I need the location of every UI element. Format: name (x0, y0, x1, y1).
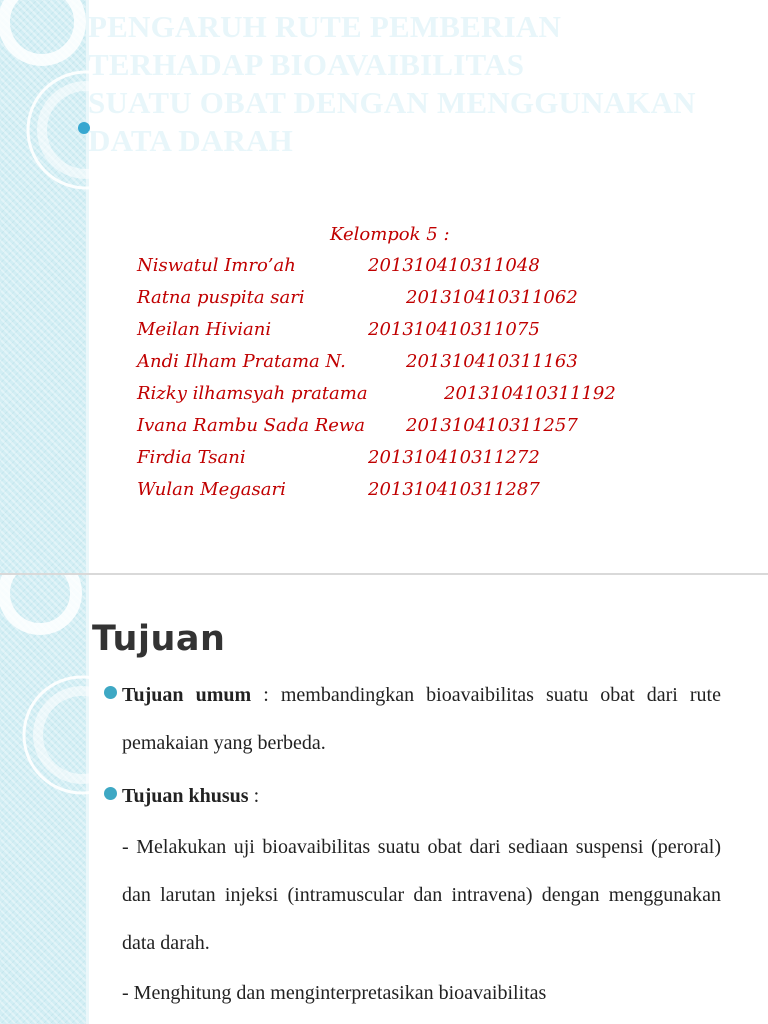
member-nim: 201310410311075 (368, 319, 540, 340)
title-line: DATA DARAH (88, 123, 293, 158)
label-separator: : (248, 785, 260, 807)
member-nim: 201310410311192 (444, 383, 616, 404)
bullet-dot-icon (104, 787, 117, 800)
section-heading: Tujuan (92, 619, 226, 659)
objectives-slide (0, 575, 768, 1024)
general-objective-text: membandingkan bioavaibilitas suatu obat dari rute pemakaian yang berbeda. (122, 684, 721, 754)
member-nim: 201310410311062 (406, 287, 578, 308)
title-line: SUATU OBAT DENGAN MENGGUNAKAN (88, 85, 696, 120)
member-nim: 201310410311287 (368, 479, 540, 500)
specific-objective-item: - Melakukan uji bioavaibilitas suatu obat dari sediaan suspensi (peroral) dan larutan injeksi (intramuscular dan intravena) dengan menggunakan data darah. (122, 836, 721, 954)
member-nim: 201310410311272 (368, 447, 540, 468)
label-separator: : (251, 684, 281, 706)
member-name: Firdia Tsani (137, 447, 246, 468)
title-line: TERHADAP BIOAVAIBILITAS (88, 47, 525, 82)
general-objective (122, 671, 721, 767)
member-name: Andi Ilham Pratama N. (137, 351, 346, 372)
member-nim: 201310410311257 (406, 415, 578, 436)
member-nim: 201310410311163 (406, 351, 578, 372)
specific-objective-heading (122, 772, 721, 820)
member-name: Meilan Hiviani (137, 319, 272, 340)
general-objective-label: Tujuan umum (122, 684, 252, 706)
slide-title (88, 8, 758, 160)
bullet-dot-icon (104, 686, 117, 699)
title-line: PENGARUH RUTE PEMBERIAN (88, 9, 562, 44)
group-heading: Kelompok 5 : (330, 224, 450, 245)
member-name: Niswatul Imro’ah (137, 255, 296, 276)
member-name: Ratna puspita sari (137, 287, 305, 308)
member-name: Rizky ilhamsyah pratama (137, 383, 368, 404)
specific-objective-label: Tujuan khusus (122, 785, 249, 807)
member-nim: 201310410311048 (368, 255, 540, 276)
member-name: Wulan Megasari (137, 479, 286, 500)
member-name: Ivana Rambu Sada Rewa (137, 415, 366, 436)
specific-objective-item: - Menghitung dan menginterpretasikan bioavaibilitas (122, 982, 547, 1004)
